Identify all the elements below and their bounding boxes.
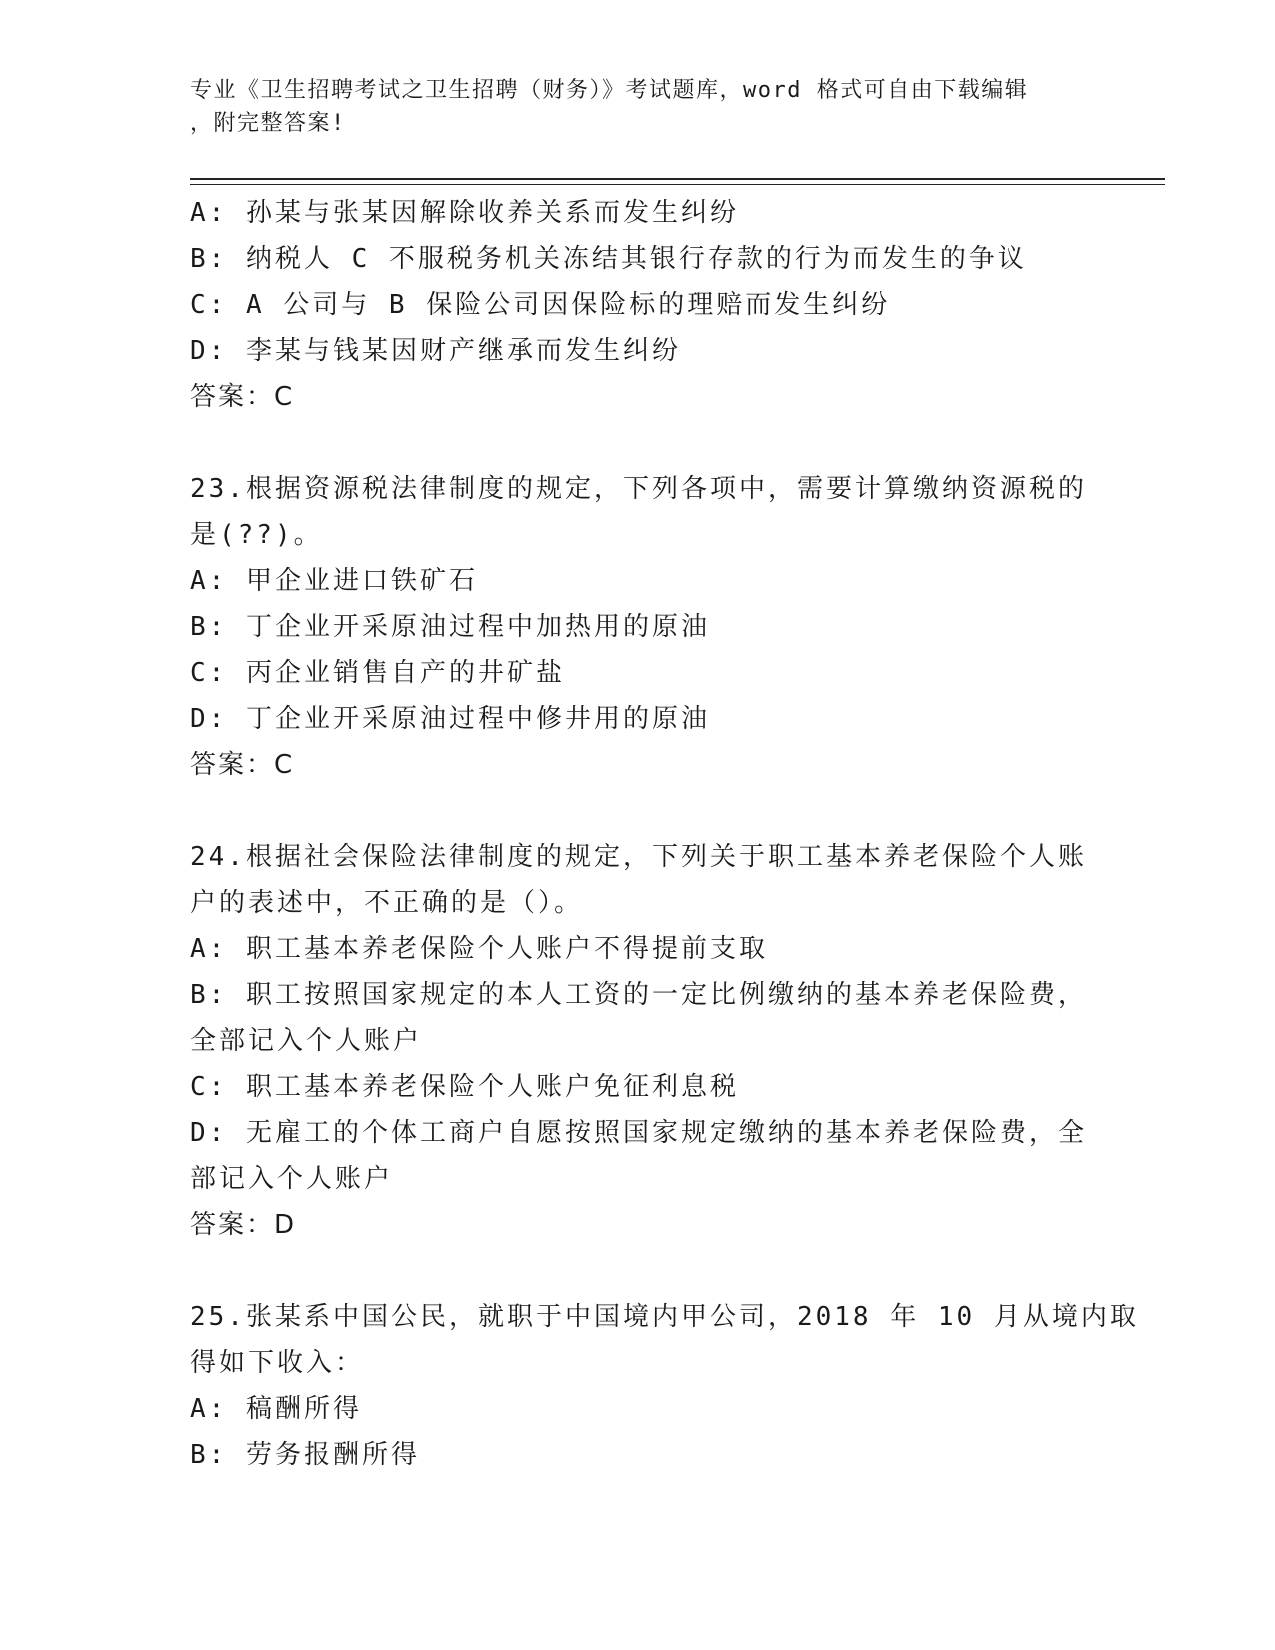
question-23 <box>190 466 1090 788</box>
q22-answer: 答案：C <box>190 382 295 412</box>
spacer <box>190 1248 1090 1294</box>
question-24 <box>190 834 1090 1248</box>
question-22 <box>190 190 1090 420</box>
q25-stem-line-1: 25.张某系中国公民，就职于中国境内甲公司，2018 年 10 月从境内取 <box>190 1302 1139 1332</box>
q23-stem-line-2: 是(??)。 <box>190 520 323 550</box>
q24-option-c: C: 职工基本养老保险个人账户免征利息税 <box>190 1072 739 1102</box>
q24-option-d-line-2: 部记入个人账户 <box>190 1164 394 1194</box>
q22-option-b: B: 纳税人 C 不服税务机关冻结其银行存款的行为而发生的争议 <box>190 244 1027 274</box>
q25-stem-line-2: 得如下收入： <box>190 1348 365 1378</box>
q24-option-a: A: 职工基本养老保险个人账户不得提前支取 <box>190 934 768 964</box>
q24-stem-line-1: 24.根据社会保险法律制度的规定，下列关于职工基本养老保险个人账 <box>190 842 1087 872</box>
q25-option-b: B: 劳务报酬所得 <box>190 1440 420 1470</box>
q24-stem-line-2: 户的表述中，不正确的是（）。 <box>190 888 584 918</box>
spacer <box>190 788 1090 834</box>
question-content <box>190 190 1139 1478</box>
header-line-1: 专业《卫生招聘考试之卫生招聘（财务）》考试题库，word 格式可自由下载编辑 <box>190 78 1029 103</box>
q23-option-a: A: 甲企业进口铁矿石 <box>190 566 478 596</box>
q24-option-b-line-1: B: 职工按照国家规定的本人工资的一定比例缴纳的基本养老保险费， <box>190 980 1087 1010</box>
q23-stem-line-1: 23.根据资源税法律制度的规定，下列各项中，需要计算缴纳资源税的 <box>190 474 1087 504</box>
document-header <box>190 74 1090 140</box>
q22-option-c: C: A 公司与 B 保险公司因保险标的理赔而发生纠纷 <box>190 290 891 320</box>
q24-option-b-line-2: 全部记入个人账户 <box>190 1026 423 1056</box>
q24-answer: 答案：D <box>190 1210 297 1240</box>
spacer <box>190 420 1090 466</box>
q25-option-a: A: 稿酬所得 <box>190 1394 362 1424</box>
q23-option-d: D: 丁企业开采原油过程中修井用的原油 <box>190 704 710 734</box>
q23-answer: 答案：C <box>190 750 295 780</box>
q23-option-c: C: 丙企业销售自产的井矿盐 <box>190 658 565 688</box>
q22-option-d: D: 李某与钱某因财产继承而发生纠纷 <box>190 336 681 366</box>
q24-option-d-line-1: D: 无雇工的个体工商户自愿按照国家规定缴纳的基本养老保险费，全 <box>190 1118 1087 1148</box>
question-25 <box>190 1294 1139 1478</box>
header-divider-thin <box>190 184 1165 185</box>
header-divider-thick <box>190 178 1165 180</box>
q22-option-a: A: 孙某与张某因解除收养关系而发生纠纷 <box>190 198 739 228</box>
header-line-2: ，附完整答案! <box>190 111 346 136</box>
q23-option-b: B: 丁企业开采原油过程中加热用的原油 <box>190 612 710 642</box>
